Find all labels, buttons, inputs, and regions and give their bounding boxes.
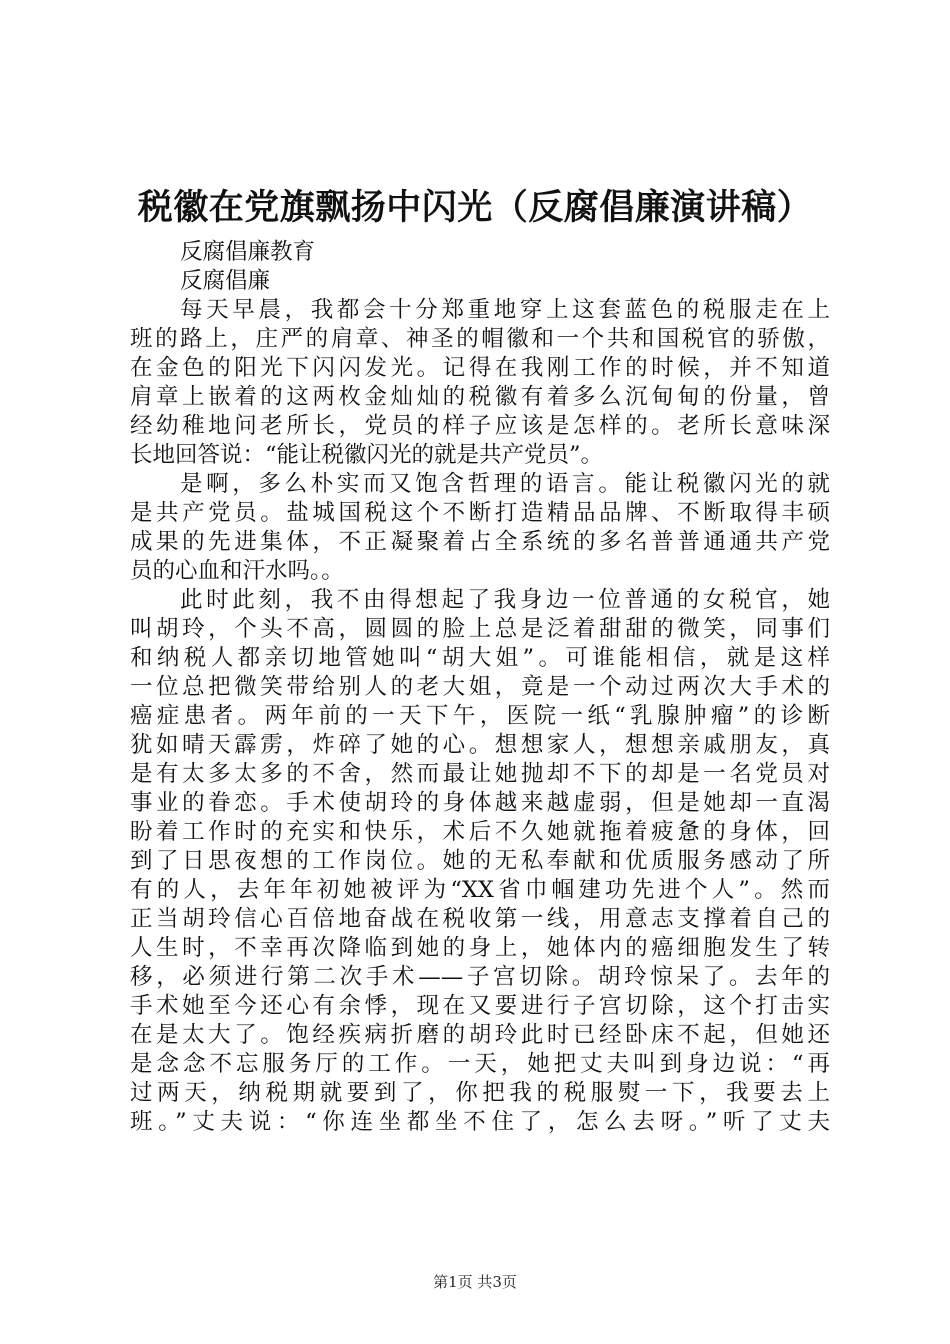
text-line: 成果的先进集体，不正凝聚着占全系统的多名普普通通共产党 — [130, 529, 830, 555]
text-line: 是念念不忘服务厅的工作。一天，她把丈夫叫到身边说：“再 — [130, 1051, 830, 1077]
document-body — [130, 238, 830, 1137]
text-line: 过两天，纳税期就要到了，你把我的税服熨一下，我要去上 — [130, 1080, 830, 1106]
text-line: 是啊，多么朴实而又饱含哲理的语言。能让税徽闪光的就 — [180, 471, 830, 497]
text-line: 叫胡玲，个头不高，圆圆的脸上总是泛着甜甜的微笑，同事们 — [130, 616, 830, 642]
text-line: 正当胡玲信心百倍地奋战在税收第一线，用意志支撑着自己的 — [130, 906, 830, 932]
text-line: 是共产党员。盐城国税这个不断打造精品品牌、不断取得丰硕 — [130, 500, 830, 526]
text-line: 员的心血和汗水吗。。 — [130, 558, 344, 584]
text-line: 班。”丈夫说：“你连坐都坐不住了，怎么去呀。”听了丈夫 — [130, 1109, 830, 1135]
text-line: 有的人，去年年初她被评为“XX省巾帼建功先进个人”。然而 — [130, 877, 830, 903]
text-line: 在金色的阳光下闪闪发光。记得在我刚工作的时候，并不知道 — [130, 355, 830, 381]
tag-line: 反腐倡廉 — [180, 268, 271, 294]
text-line: 经幼稚地问老所长，党员的样子应该是怎样的。老所长意味深 — [130, 413, 830, 439]
text-line: 是有太多太多的不舍，然而最让她抛却不下的却是一名党员对 — [130, 761, 830, 787]
text-line: 长地回答说：“能让税徽闪光的就是共产党员”。 — [130, 442, 604, 468]
text-line: 肩章上嵌着的这两枚金灿灿的税徽有着多么沉甸甸的份量，曾 — [130, 384, 830, 410]
text-line: 移，必须进行第二次手术——子宫切除。胡玲惊呆了。去年的 — [130, 964, 830, 990]
text-line: 事业的眷恋。手术使胡玲的身体越来越虚弱，但是她却一直渴 — [130, 790, 830, 816]
text-line: 每天早晨，我都会十分郑重地穿上这套蓝色的税服走在上 — [180, 297, 830, 323]
text-line: 手术她至今还心有余悸，现在又要进行子宫切除，这个打击实 — [130, 993, 830, 1019]
text-line: 一位总把微笑带给别人的老大姐，竟是一个动过两次大手术的 — [130, 674, 830, 700]
text-line: 此时此刻，我不由得想起了我身边一位普通的女税官，她 — [180, 587, 830, 613]
text-line: 人生时，不幸再次降临到她的身上，她体内的癌细胞发生了转 — [130, 935, 830, 961]
text-line: 癌症患者。两年前的一天下午，医院一纸“乳腺肿瘤”的诊断 — [130, 703, 830, 729]
text-line: 犹如晴天霹雳，炸碎了她的心。想想家人，想想亲戚朋友，真 — [130, 732, 830, 758]
document-title: 税徽在党旗飘扬中闪光（反腐倡廉演讲稿） — [137, 187, 813, 228]
text-line: 班的路上，庄严的肩章、神圣的帽徽和一个共和国税官的骄傲， — [130, 326, 830, 352]
text-line: 到了日思夜想的工作岗位。她的无私奉献和优质服务感动了所 — [130, 848, 830, 874]
text-line: 盼着工作时的充实和快乐，术后不久她就拖着疲惫的身体，回 — [130, 819, 830, 845]
text-line: 和纳税人都亲切地管她叫“胡大姐”。可谁能相信，就是这样 — [130, 645, 830, 671]
text-line: 在是太大了。饱经疾病折磨的胡玲此时已经卧床不起，但她还 — [130, 1022, 830, 1048]
page-number: 第1页 共3页 — [433, 1273, 517, 1291]
tag-line: 反腐倡廉教育 — [180, 239, 316, 265]
